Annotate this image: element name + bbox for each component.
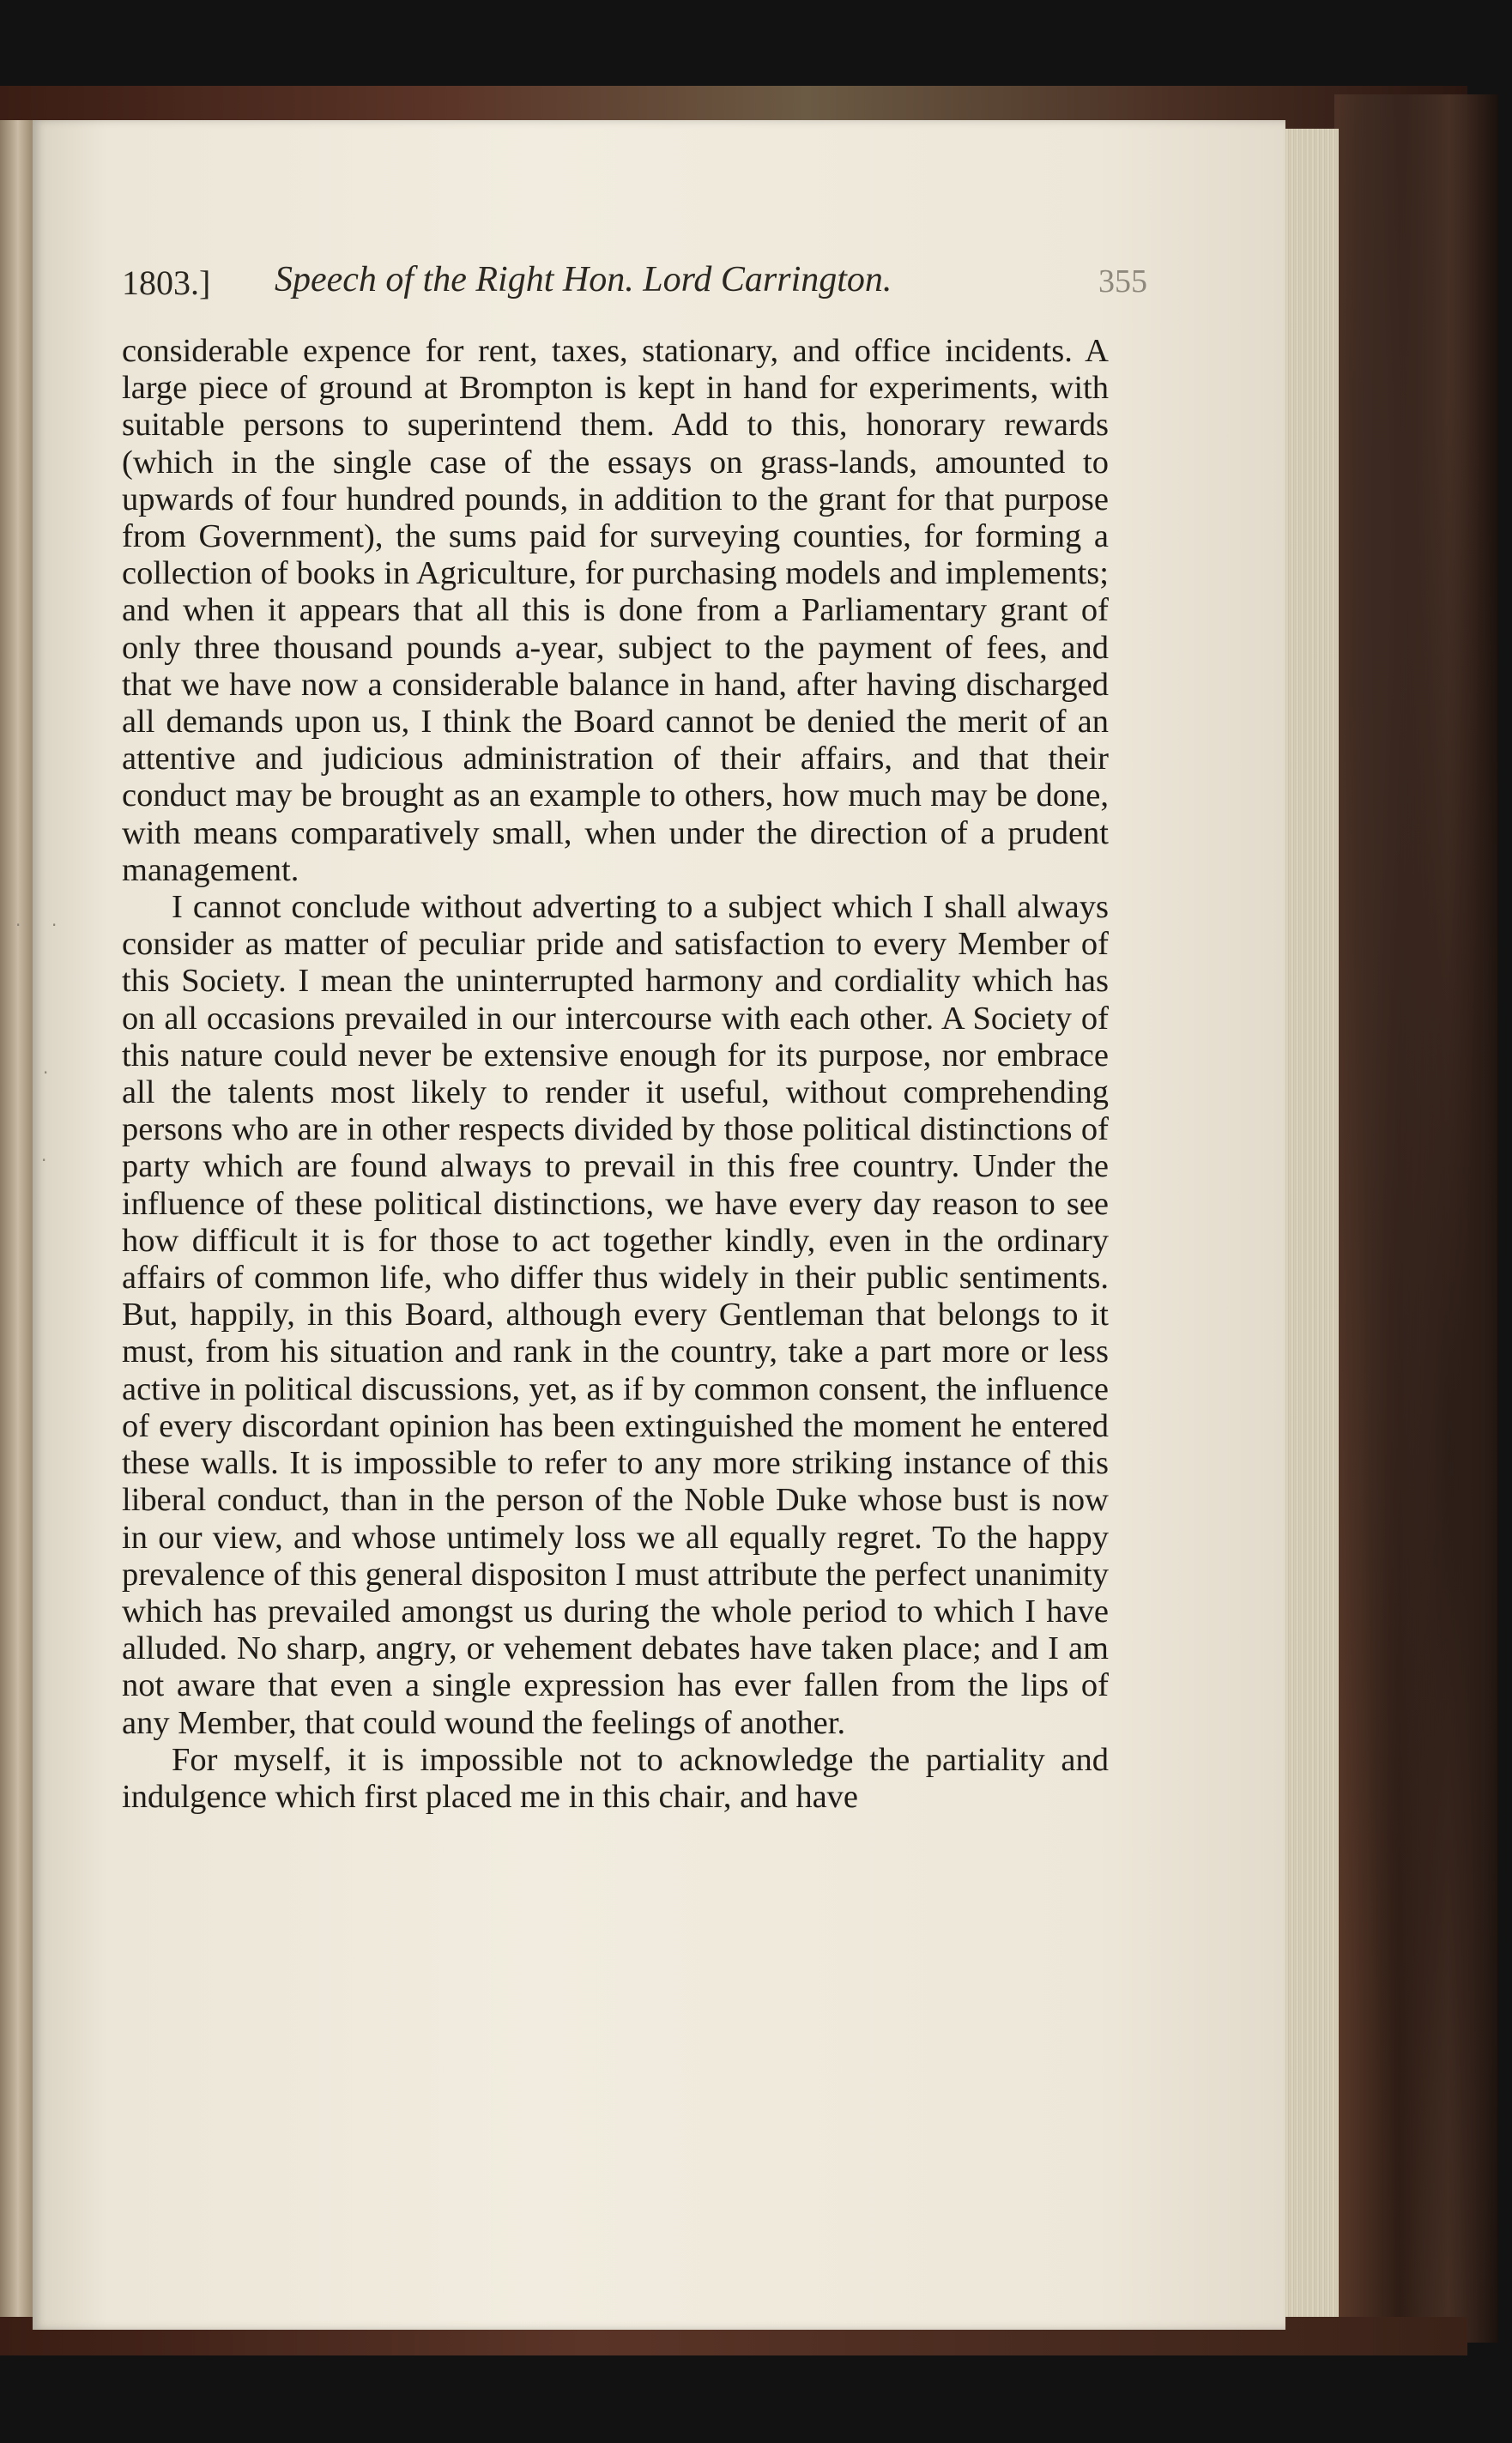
- body-text: [122, 333, 1109, 1816]
- page-block-edge: [1279, 129, 1339, 2325]
- running-head-year: 1803.]: [122, 263, 211, 302]
- margin-mark: ·: [41, 1150, 47, 1170]
- paragraph: considerable expence for rent, taxes, stationary, and office incidents. A large piece of ground at Brompton is kept in hand for experiments, with suitable persons to superintend them. Add to this, honorary rewards (which in the single case of the essays on grass-lands, amounted to upwards of four hundred pounds, in addition to the grant for that purpose from Government), the sums paid for surveying counties, for forming a collection of books in Agriculture, for purchasing models and implements; and when it appears that all this is done from a Parliamentary grant of only three thousand pounds a-year, subject to the payment of fees, and that we have now a considerable balance in hand, after having discharged all demands upon us, I think the Board cannot be denied the merit of an attentive and judicious administration of their affairs, and that their conduct may be brought as an example to others, how much may be done, with means comparatively small, when under the direction of a prudent management.: [122, 333, 1109, 888]
- paragraph: I cannot conclude without adverting to a subject which I shall always consider as matter of peculiar pride and satisfaction to every Member of this Society. I mean the uninterrupted harmony and cordiality which has on all occasions prevailed in our intercourse with each other. A Society of this nature could never be extensive enough for its purpose, nor embrace all the talents most likely to render it useful, without comprehending persons who are in other respects divided by those political distinctions of party which are found always to prevail in this free country. Under the influence of these political distinctions, we have every day reason to see how difficult it is for those to act together kindly, even in the ordinary affairs of common life, who differ thus widely in their public sentiments. But, happily, in this Board, although every Gentleman that belongs to it must, from his situation and rank in the country, take a part more or less active in political discussions, yet, as if by common consent, the influence of every discordant opinion has been extinguished the moment he entered these walls. It is impossible to refer to any more striking instance of this liberal conduct, than in the person of the Noble Duke whose bust is now in our view, and whose untimely loss we all equally regret. To the happy prevalence of this general dispositon I must attribute the perfect unanimity which has prevailed amongst us during the whole period to which I have alluded. No sharp, angry, or vehement debates have taken place; and I am not aware that even a single expression has ever fallen from the lips of any Member, that could wound the feelings of another.: [122, 889, 1109, 1741]
- page-number: 355: [1098, 263, 1147, 299]
- margin-mark: ·: [43, 1062, 49, 1083]
- margin-mark: ·: [51, 915, 57, 935]
- running-head: [122, 259, 1147, 311]
- facing-page-edge: [0, 120, 33, 2334]
- marbled-cover-board: [1334, 94, 1497, 2343]
- running-head-title: Speech of the Right Hon. Lord Carrington.: [275, 260, 892, 299]
- margin-mark: ·: [15, 915, 21, 935]
- paragraph: For myself, it is impossible not to acknowledge the partiality and indulgence which first placed me in this chair, and have: [122, 1741, 1109, 1815]
